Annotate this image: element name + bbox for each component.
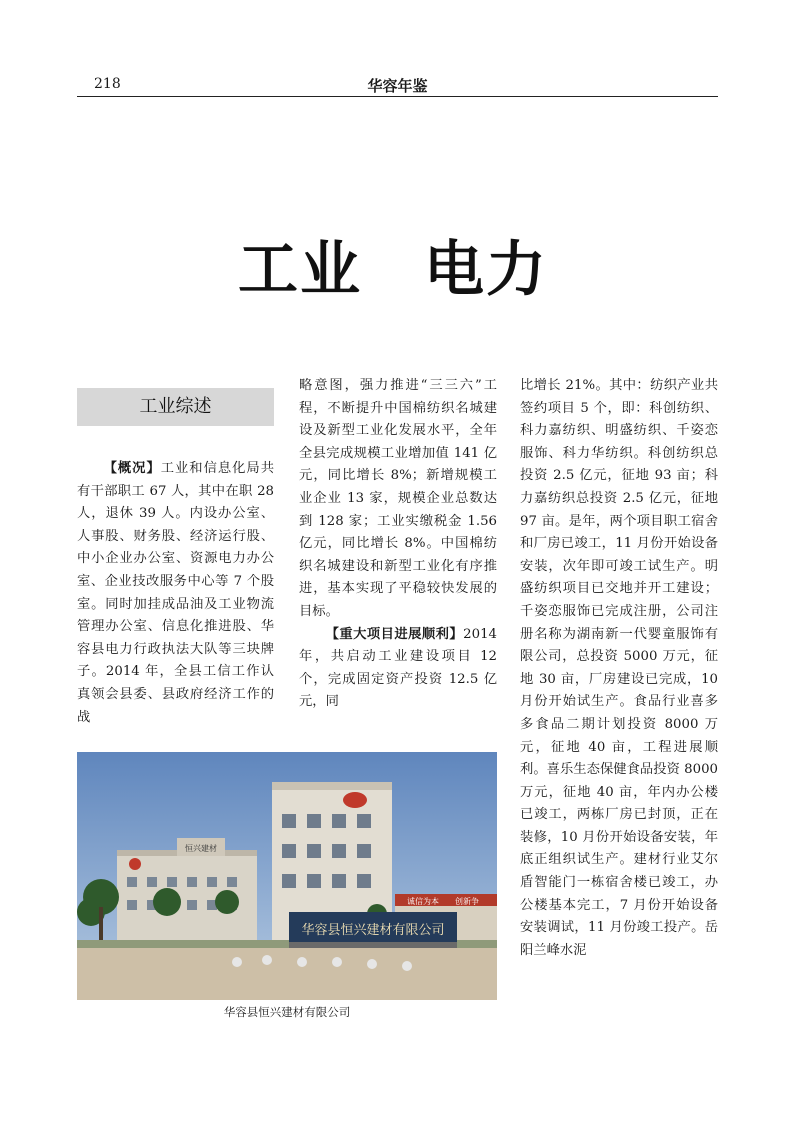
- paragraph-major-projects: [299, 624, 497, 714]
- factory-photo: [77, 752, 497, 1000]
- paragraph-text: 工业和信息化局共有干部职工 67 人，其中在职 28 人，退休 39 人。内设办公室、人事股、财务股、经济运行股、中小企业办公室、资源电力办公室、企业技改服务中心等 7 个股室。同时加挂成品油及工业物流管理办公室、信息化推进股、华容县电力行政执法大队等三块牌子。2014 年，全县工信工作认真领会县委、县政府经济工作的战: [77, 461, 275, 725]
- paragraph-lead: 【概况】: [103, 461, 161, 476]
- header-rule: [77, 96, 718, 97]
- banner-text-right: 创新争: [455, 897, 479, 906]
- sign-text: 华容县恒兴建材有限公司: [301, 923, 445, 938]
- paragraph-overview: [77, 458, 274, 729]
- small-sign-text: 恒兴建材: [185, 844, 217, 853]
- page-header: [77, 72, 718, 96]
- paragraph-text: 2014 年，共启动工业建设项目 12 个，完成固定资产投资 12.5 亿元，同: [299, 626, 497, 710]
- column-1: [77, 458, 274, 729]
- column-3: [520, 375, 718, 962]
- paragraph-continued: 比增长 21%。其中：纺织产业共签约项目 5 个，即：科创纺织、科力嘉纺织、明盛纺织、千姿恋服饰、科力华纺织。科创纺织总投资 2.5 亿元，征地 93 亩；科力嘉纺织总投资 2.5 亿元，征地 97 亩。是年，两个项目职工宿舍和厂房已竣工，11 月份开始设备安装，次年即可竣工试生产。明盛纺织项目已交地并开工建设；千姿恋服饰已完成注册，公司注册名称为湖南新一代婴童服饰有限公司，总投资 5000 万元，征地 30 亩，厂房建设已完成，10 月份开始试生产。食品行业喜多多食品二期计划投资 8000 万元，征地 40 亩，工程进展顺利。喜乐生态保健食品投资 8000 万元，征地 40 亩，年内办公楼已竣工，两栋厂房已封顶，正在装修，10 月份开始设备安装，年底正组织试生产。建材行业艾尔盾智能门一栋宿舍楼已竣工，办公楼基本完工，7 月份开始设备安装调试，11 月份竣工投产。岳阳兰峰水泥: [520, 378, 718, 958]
- section-heading: 工业综述: [77, 388, 274, 426]
- running-title: 华容年鉴: [367, 77, 428, 95]
- page-number: 218: [94, 76, 121, 92]
- chapter-title: 工业 电力: [238, 235, 548, 305]
- paragraph-lead: 【重大项目进展顺利】: [325, 626, 464, 642]
- column-2: [299, 375, 497, 714]
- paragraph-continued: 略意图，强力推进“三三六”工程，不断提升中国棉纺织名城建设及新型工业化发展水平，全年全县完成规模工业增加值 141 亿元，同比增长 8%；新增规模工业企业 13 家，规模企业总数达到 128 家；工业实缴税金 1.56 亿元，同比增长 8%。中国棉纺织名城建设和新型工业化有序推进，基本实现了平稳较快发展的目标。: [299, 378, 497, 619]
- banner-text-left: 诚信为本: [407, 897, 439, 906]
- photo-caption: 华容县恒兴建材有限公司: [223, 1005, 351, 1019]
